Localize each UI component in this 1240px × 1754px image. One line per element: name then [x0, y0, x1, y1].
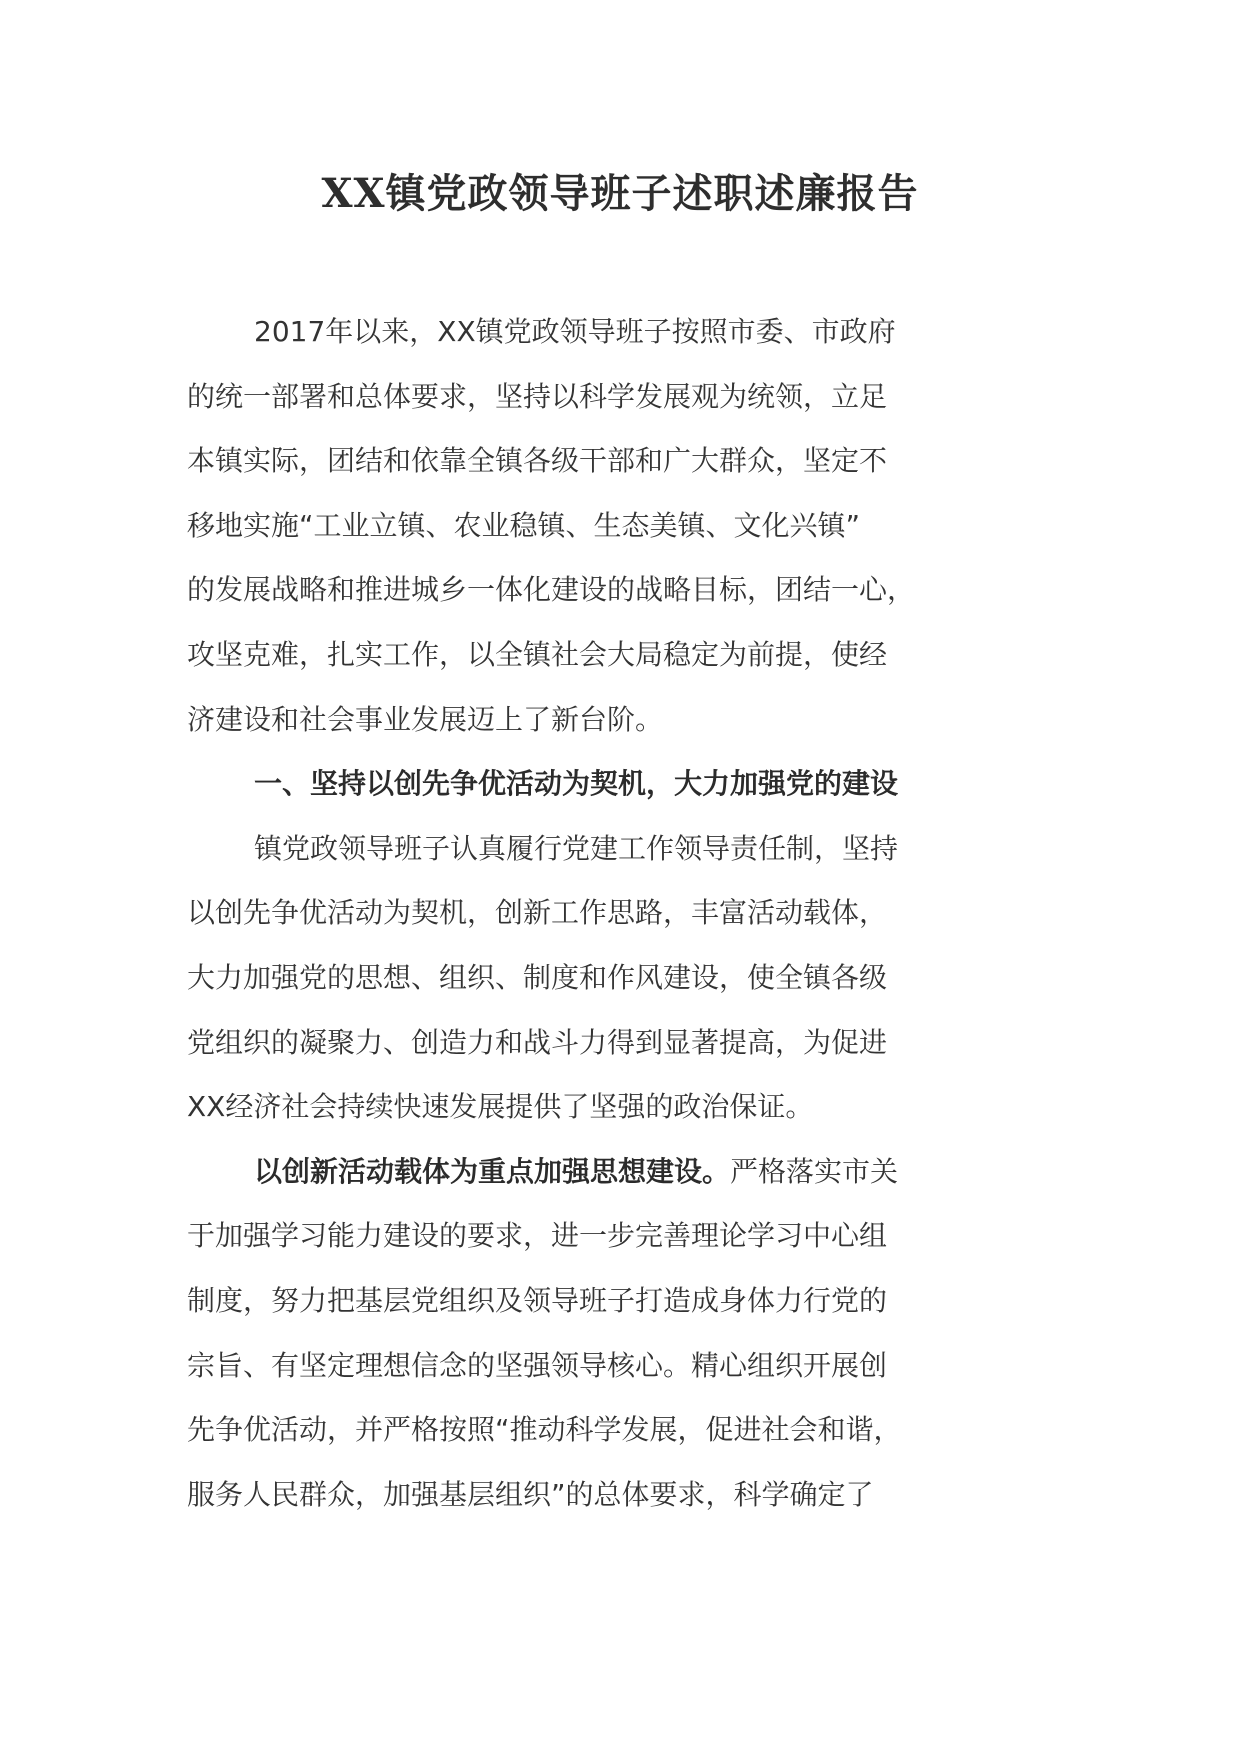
text-line: 移地实施“工业立镇、农业稳镇、生态美镇、文化兴镇”	[187, 508, 861, 542]
text-line: 的统一部署和总体要求，坚持以科学发展观为统领，立足	[187, 379, 888, 413]
section-heading-1	[187, 752, 1067, 817]
paragraph-lead-bold: 以创新活动载体为重点加强思想建设。	[254, 1154, 731, 1188]
document-title: XX镇党政领导班子述职述廉报告	[321, 170, 919, 217]
text-line: 的发展战略和推进城乡一体化建设的战略目标，团结一心，	[187, 573, 916, 607]
paragraph-party-building	[187, 817, 1067, 1140]
text-line: 2017年以来，XX镇党政领导班子按照市委、市政府	[254, 315, 896, 348]
text-line: XX经济社会持续快速发展提供了坚强的政治保证。	[187, 1090, 814, 1124]
text-line: 济建设和社会事业发展迈上了新台阶。	[187, 702, 664, 736]
text-line-with-lead	[187, 1140, 1067, 1205]
text-line: 镇党政领导班子认真履行党建工作领导责任制，坚持	[254, 831, 899, 865]
text-line: 制度，努力把基层党组织及领导班子打造成身体力行党的	[187, 1283, 888, 1317]
paragraph-lead-rest: 严格落实市关	[730, 1154, 899, 1188]
text-line: 大力加强党的思想、组织、制度和作风建设，使全镇各级	[187, 960, 888, 994]
text-line: 宗旨、有坚定理想信念的坚强领导核心。精心组织开展创	[187, 1348, 888, 1382]
paragraph-intro	[187, 300, 1067, 752]
section-heading-text: 一、坚持以创先争优活动为契机，大力加强党的建设	[254, 767, 899, 801]
text-line: 先争优活动，并严格按照“推动科学发展，促进社会和谐，	[187, 1413, 902, 1447]
paragraph-ideological-building	[187, 1140, 1067, 1528]
text-line: 本镇实际，团结和依靠全镇各级干部和广大群众，坚定不	[187, 444, 888, 478]
text-line: 以创先争优活动为契机，创新工作思路，丰富活动载体，	[187, 896, 888, 930]
text-line: 党组织的凝聚力、创造力和战斗力得到显著提高，为促进	[187, 1025, 888, 1059]
text-line: 攻坚克难，扎实工作，以全镇社会大局稳定为前提，使经	[187, 637, 888, 671]
text-line: 于加强学习能力建设的要求，进一步完善理论学习中心组	[187, 1219, 888, 1253]
document-body	[187, 300, 1067, 1527]
text-line: 服务人民群众，加强基层组织”的总体要求，科学确定了	[187, 1477, 874, 1511]
